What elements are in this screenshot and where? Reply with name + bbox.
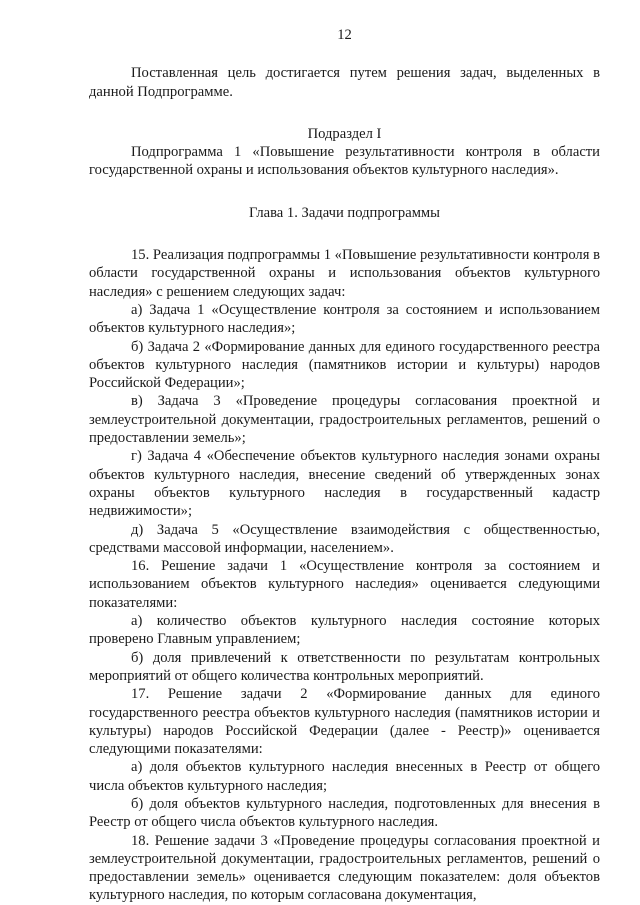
indicator-17a: а) доля объектов культурного наследия внесенных в Реестр от общего числа объектов культурного наследия; xyxy=(89,759,600,794)
subprogram-title: Подпрограмма 1 «Повышение результативности контроля в области государственной охраны и использования объектов культурного наследия». xyxy=(89,144,600,179)
task-c: в) Задача 3 «Проведение процедуры согласования проектной и землеустроительной документации, градостроительных регламентов, решений о предоставлении земель»; xyxy=(89,393,600,447)
chapter-title: Глава 1. Задачи подпрограммы xyxy=(249,204,440,221)
intro-paragraph: Поставленная цель достигается путем решения задач, выделенных в данной Подпрограмме. xyxy=(89,65,600,100)
paragraph-16: 16. Решение задачи 1 «Осуществление контроля за состоянием и использованием объектов культурного наследия» оценивается следующими показателями: xyxy=(89,558,600,611)
paragraph-17: 17. Решение задачи 2 «Формирование данных для единого государственного реестра объектов культурного наследия (памятников истории и культуры) народов Российской Федерации (далее - Реестр)» оценивается следующими показателями: xyxy=(89,686,600,758)
task-e: д) Задача 5 «Осуществление взаимодействия с общественностью, средствами массовой информации, населением». xyxy=(89,521,600,556)
task-b: б) Задача 2 «Формирование данных для единого государственного реестра объектов культурного наследия (памятников истории и культуры) народов Российской Федерации»; xyxy=(89,338,600,392)
indicator-16b: б) доля привлечений к ответственности по результатам контрольных мероприятий от общего количества контрольных мероприятий. xyxy=(89,649,600,684)
paragraph-18: 18. Решение задачи 3 «Проведение процедуры согласования проектной и землеустроительной документации, градостроительных регламентов, решений о предоставлении земель» оценивается следующим показателем: доля объектов культурного наследия, по которым согласована документация, xyxy=(89,832,600,904)
page-number: 12 xyxy=(337,27,352,43)
subsection-heading: Подраздел I xyxy=(307,125,382,142)
paragraph-15: 15. Реализация подпрограммы 1 «Повышение результативности контроля в области государственной охраны и использования объектов культурного наследия» с решением следующих задач: xyxy=(89,247,600,300)
task-a: а) Задача 1 «Осуществление контроля за состоянием и использованием объектов культурного наследия»; xyxy=(89,301,600,337)
task-d: г) Задача 4 «Обеспечение объектов культурного наследия зонами охраны объектов культурного наследия, внесение сведений об утвержденных зонах охраны объектов культурного наследия в государственный кадастр недвижимости»; xyxy=(89,448,600,520)
indicator-17b: б) доля объектов культурного наследия, подготовленных для внесения в Реестр от общего числа объектов культурного наследия. xyxy=(89,795,600,831)
indicator-16a: а) количество объектов культурного наследия состояние которых проверено Главным управлением; xyxy=(89,613,600,648)
